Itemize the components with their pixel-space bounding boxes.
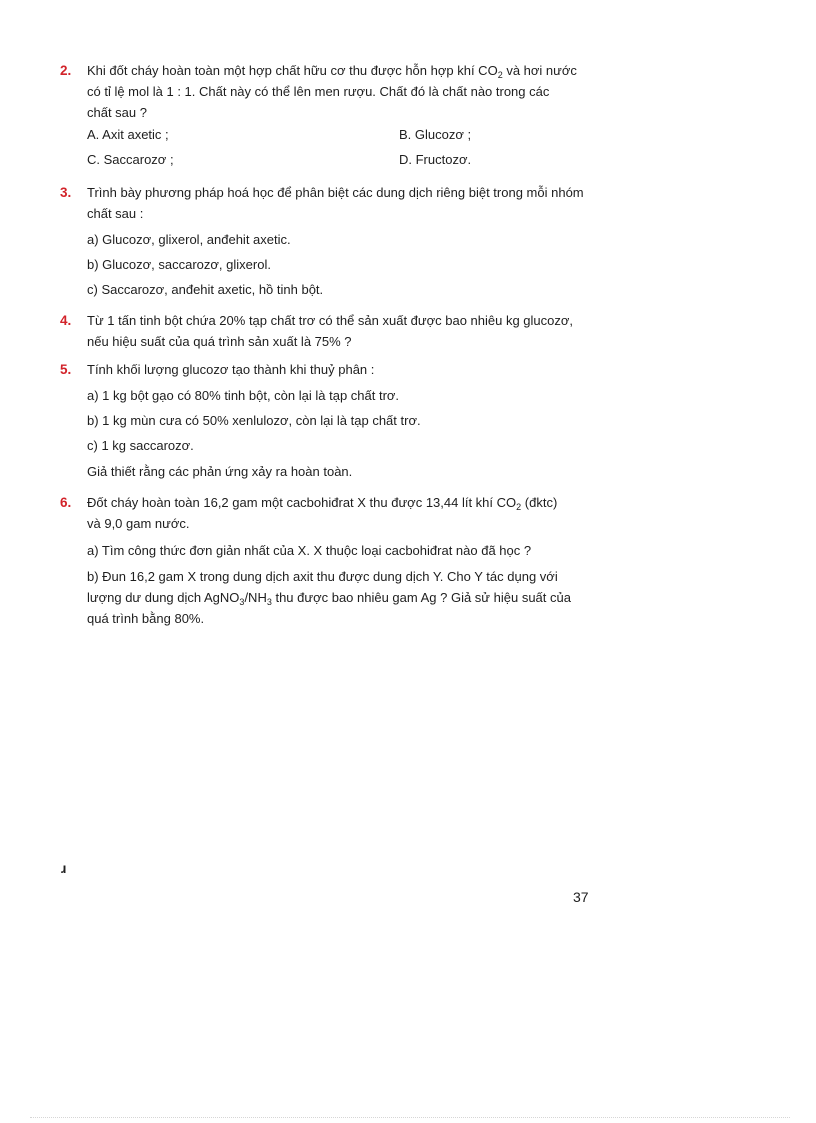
list-item: b) Glucozơ, saccarozơ, glixerol. [87,257,271,272]
question-number: 4. [60,313,72,328]
list-item: b) 1 kg mùn cưa có 50% xenlulozơ, còn lại là tạp chất trơ. [87,413,421,428]
scan-mark: ɹ [61,860,67,876]
list-item: a) Glucozơ, glixerol, anđehit axetic. [87,232,291,247]
option-c: C. Saccarozơ ; [87,152,174,167]
list-item: c) 1 kg saccarozơ. [87,438,194,453]
question-4 [60,310,605,352]
list-item: a) Tìm công thức đơn giản nhất của X. X thuộc loại cacbohiđrat nào đã học ? [87,543,532,558]
question-number: 3. [60,185,72,200]
question-text: Trình bày phương pháp hoá học để phân biệt các dung dịch riêng biệt trong mỗi nhóm chất sau : [87,185,584,221]
note-text: Giả thiết rằng các phản ứng xảy ra hoàn toàn. [87,464,353,479]
question-text: Đốt cháy hoàn toàn 16,2 gam một cacbohiđrat X thu được 13,44 lít khí $CO_2$ (đktc) và 9,0 gam nước. [87,495,558,531]
question-number: 5. [60,362,72,377]
options-row-1 [87,127,602,147]
question-number: 2. [60,63,72,78]
question-text: Từ 1 tấn tinh bột chứa 20% tạp chất trơ có thể sản xuất được bao nhiêu kg glucozơ, nếu hiệu suất của quá trình sản xuất là 75% ? [87,313,574,349]
list-item: a) 1 kg bột gạo có 80% tinh bột, còn lại là tạp chất trơ. [87,388,400,403]
option-d: D. Fructozơ. [399,152,472,167]
option-b: B. Glucozơ ; [399,127,472,142]
list-item: b) Đun 16,2 gam X trong dung dịch axit thu được dung dịch Y. Cho Y tác dụng với lượng dư dung dịch $AgNO_3/NH_3$ thu được bao nhiêu gam Ag ? Giả sử hiệu suất của quá trình bằng 80%. [87,569,571,626]
footer-divider [30,1117,790,1118]
question-6 [60,492,605,534]
question-text: Khi đốt cháy hoàn toàn một hợp chất hữu cơ thu được hỗn hợp khí $CO_2$ và hơi nước có tỉ lệ mol là 1 : 1. Chất này có thể lên men rượu. Chất đó là chất nào trong các chất sau ? [87,63,577,120]
options-row-2 [87,152,602,172]
question-text: Tính khối lượng glucozơ tạo thành khi thuỷ phân : [87,362,375,377]
option-a: A. Axit axetic ; [87,127,169,142]
page-number: 37 [573,889,589,905]
list-item: c) Saccarozơ, anđehit axetic, hồ tinh bột. [87,282,324,297]
question-number: 6. [60,495,72,510]
question-2 [60,60,605,123]
question-5 [60,359,605,380]
question-3 [60,182,605,224]
